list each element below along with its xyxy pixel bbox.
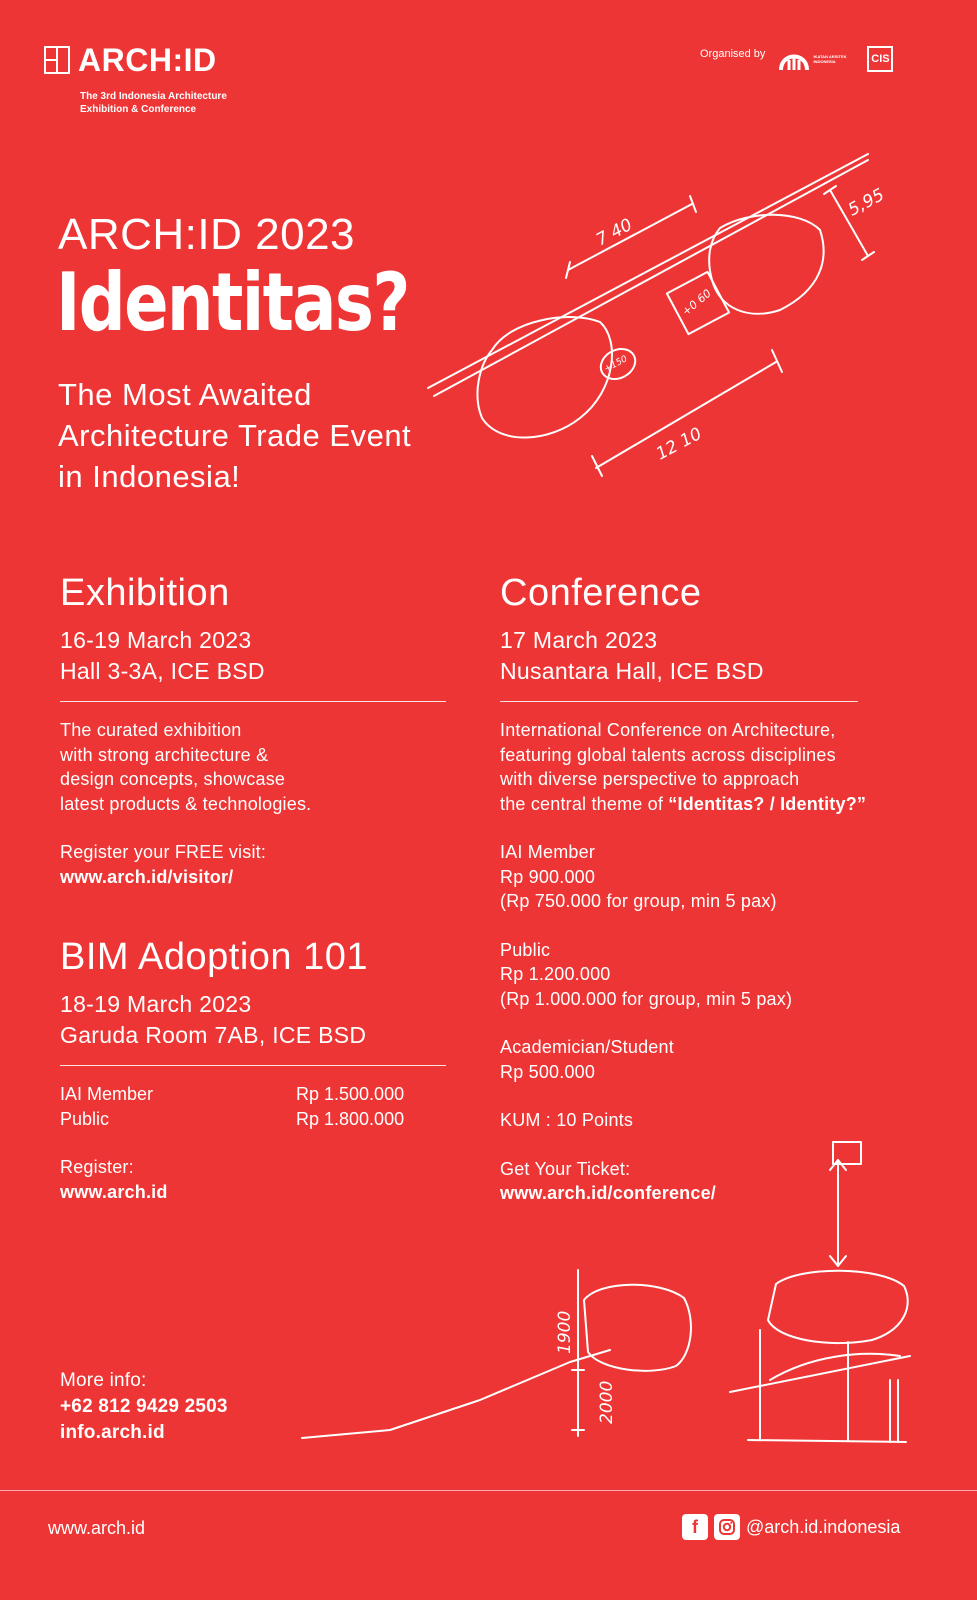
- sketch-dimension-label: 2000: [597, 1380, 617, 1424]
- bim-register-link[interactable]: www.arch.id: [60, 1181, 168, 1202]
- footer-divider: [0, 1490, 977, 1491]
- sketch-dimension-label: 12 10: [652, 423, 706, 465]
- conference-theme-quote: “Identitas? / Identity?”: [668, 793, 867, 814]
- bim-price-value: Rp 1.800.000: [296, 1108, 405, 1129]
- contact-block: [60, 1368, 228, 1446]
- sketch-dimension-label: +0 60: [679, 286, 714, 319]
- conference-tier: [500, 840, 940, 914]
- tier-price: Rp 900.000: [500, 866, 596, 887]
- conference-ticket-label: Get Your Ticket:: [500, 1158, 631, 1179]
- contact-label: More info:: [60, 1370, 147, 1391]
- tagline-line: Architecture Trade Event: [58, 418, 412, 453]
- architecture-sketch-top: [420, 150, 900, 480]
- conference-section: [500, 572, 940, 1206]
- brand-block: [44, 44, 260, 116]
- footer-social: [682, 1514, 900, 1540]
- event-year: ARCH:ID 2023: [58, 210, 356, 259]
- bim-register-label: Register:: [60, 1157, 134, 1177]
- conference-desc-line: [500, 792, 940, 817]
- organised-label: Organised by: [700, 48, 766, 60]
- conference-divider: [500, 701, 858, 702]
- exhibition-date: 16-19 March 2023: [60, 627, 252, 653]
- conference-date: 17 March 2023: [500, 627, 658, 653]
- cis-logo: CIS: [867, 46, 893, 72]
- bim-price-list: [60, 1082, 448, 1131]
- contact-email[interactable]: info.arch.id: [60, 1422, 165, 1443]
- conference-ticket-link[interactable]: www.arch.id/conference/: [500, 1183, 716, 1203]
- exhibition-title: Exhibition: [60, 572, 230, 614]
- exhibition-desc-line: with strong architecture &: [60, 744, 269, 765]
- sketch-dimension-label: +150: [602, 354, 630, 375]
- conference-venue: Nusantara Hall, ICE BSD: [500, 658, 764, 684]
- tier-note: (Rp 1.000.000 for group, min 5 pax): [500, 988, 793, 1009]
- brand-logo[interactable]: [44, 44, 260, 76]
- conference-desc-line: featuring global talents across disciplines: [500, 744, 836, 765]
- architecture-sketch-bottom: [300, 1130, 920, 1450]
- bim-title: BIM Adoption 101: [60, 936, 368, 978]
- brand-name: ARCH:ID: [78, 42, 217, 78]
- tier-price: Rp 500.000: [500, 1061, 596, 1082]
- tier-price: Rp 1.200.000: [500, 964, 611, 984]
- bim-price-label: Public: [60, 1108, 110, 1129]
- event-theme: Identitas?: [56, 256, 409, 349]
- sketch-dimension-label: 7 40: [592, 214, 636, 251]
- conference-desc-line: International Conference on Architecture,: [500, 720, 836, 740]
- sketch-dimension-label: 5,95: [844, 184, 888, 221]
- iai-emblem-icon: [779, 46, 809, 72]
- bim-price-row: [60, 1107, 448, 1132]
- bim-price-label: IAI Member: [60, 1084, 154, 1104]
- conference-desc-prefix: the central theme of: [500, 793, 669, 814]
- bim-price-value: Rp 1.500.000: [296, 1084, 405, 1104]
- conference-description: [500, 718, 940, 816]
- footer-website-link[interactable]: www.arch.id: [48, 1518, 146, 1538]
- organiser-block: [700, 46, 893, 72]
- instagram-glyph-icon: [718, 1518, 736, 1536]
- tier-note: (Rp 750.000 for group, min 5 pax): [500, 891, 777, 911]
- tagline-line: in Indonesia!: [58, 459, 241, 494]
- conference-tier: [500, 1035, 940, 1084]
- iai-logo: [779, 46, 853, 72]
- tier-name: IAI Member: [500, 842, 596, 862]
- exhibition-desc-line: latest products & technologies.: [60, 793, 312, 814]
- iai-logo-text: IKATAN ARSITEK INDONESIA: [813, 54, 847, 64]
- instagram-icon[interactable]: [714, 1514, 740, 1540]
- exhibition-description: [60, 718, 448, 816]
- bim-date: 18-19 March 2023: [60, 991, 252, 1017]
- conference-title: Conference: [500, 572, 702, 614]
- bim-divider: [60, 1065, 446, 1066]
- exhibition-section: [60, 572, 448, 889]
- tier-name: Public: [500, 939, 551, 960]
- tagline-line: The Most Awaited: [58, 377, 312, 412]
- facebook-icon[interactable]: f: [682, 1514, 708, 1540]
- sketch-dimension-label: 1900: [555, 1310, 575, 1354]
- exhibition-register-label: Register your FREE visit:: [60, 842, 267, 862]
- bim-venue: Garuda Room 7AB, ICE BSD: [60, 1022, 367, 1048]
- contact-phone[interactable]: +62 812 9429 2503: [60, 1396, 228, 1417]
- conference-tier: [500, 938, 940, 1012]
- exhibition-desc-line: The curated exhibition: [60, 720, 242, 740]
- exhibition-divider: [60, 701, 446, 702]
- social-handle[interactable]: @arch.id.indonesia: [746, 1516, 901, 1537]
- conference-desc-line: with diverse perspective to approach: [500, 769, 800, 789]
- exhibition-desc-line: design concepts, showcase: [60, 769, 286, 789]
- conference-kum: KUM : 10 Points: [500, 1110, 634, 1130]
- brand-subtitle: The 3rd Indonesia Architecture Exhibition & Conference: [80, 91, 227, 115]
- exhibition-register-link[interactable]: www.arch.id/visitor/: [60, 866, 234, 887]
- bim-price-row: [60, 1082, 448, 1107]
- tier-name: Academician/Student: [500, 1037, 674, 1057]
- exhibition-venue: Hall 3-3A, ICE BSD: [60, 658, 265, 684]
- arch-id-logo-icon: [44, 46, 70, 74]
- tagline: [58, 374, 478, 497]
